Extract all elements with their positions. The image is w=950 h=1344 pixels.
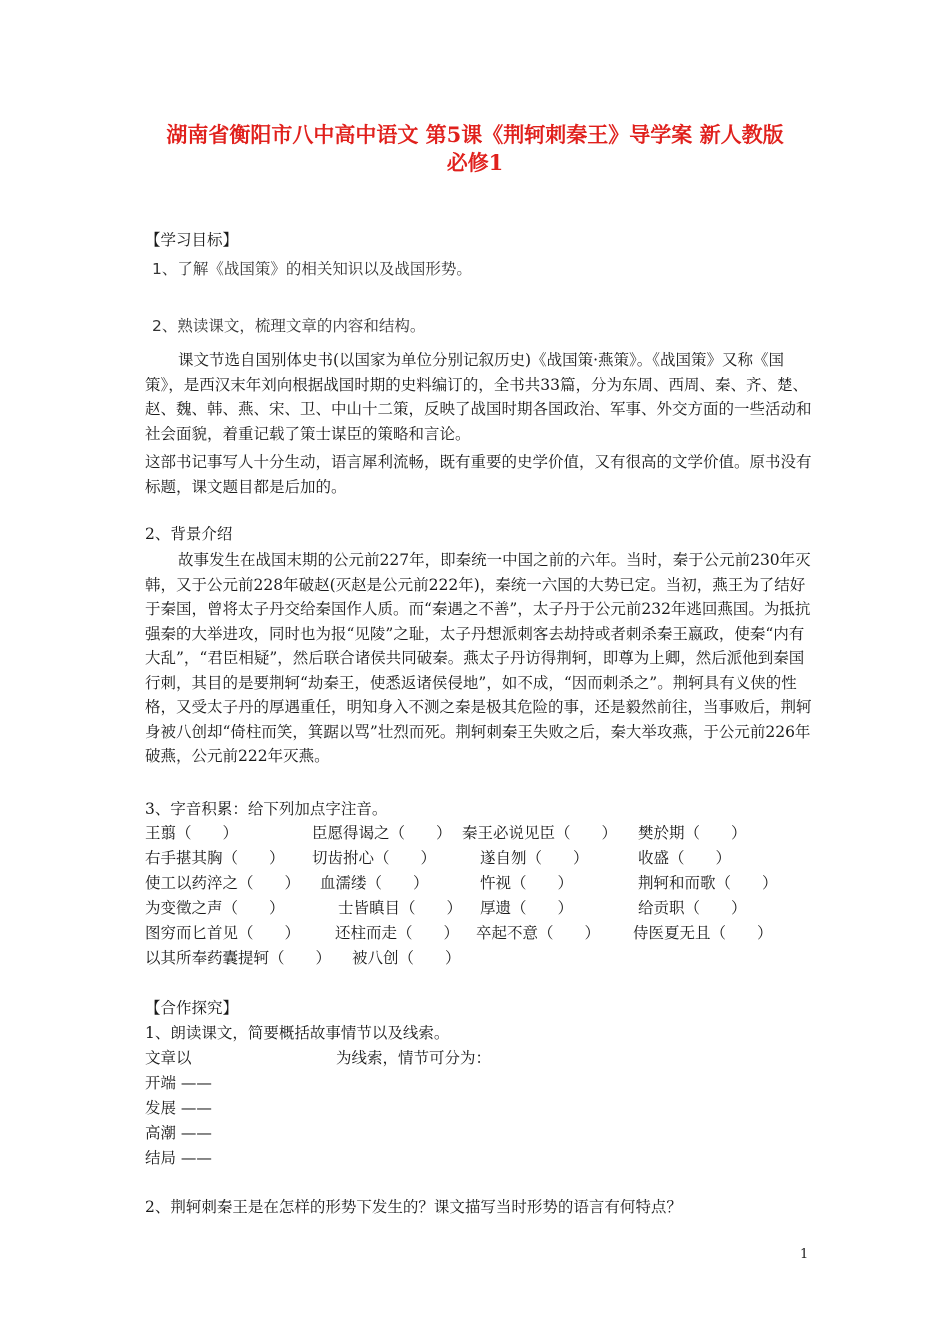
document-title-continued: 必修1 — [446, 150, 504, 175]
pronunciation-item: 切齿拊心（ ） — [312, 849, 437, 867]
background-paragraph: 故事发生在战国末期的公元前227年，即秦统一中国之前的六年。当时，秦于公元前230年灭韩，又于公元前228年破赵(灭赵是公元前222年)，秦统一六国的大势已定。当初，燕王为了结好于秦国，曾将太子丹交给秦国作人质。而“秦遇之不善”，太子丹于公元前232年逃回燕国。为抵抗强秦的大举进攻，同时也为报“见陵”之耻，太子丹想派刺客去劫持或者刺杀秦王嬴政，使秦“内有大乱”，“君臣相疑”，然后联合诸侯共同破秦。燕太子丹访得荆轲，即尊为上卿，然后派他到秦国行刺，其目的是要荆轲“劫秦王，使悉返诸侯侵地”，如不成，“因而刺杀之”。荆轲具有义侠的性格，又受太子丹的厚遇重任，明知身入不测之秦是极其危险的事，还是毅然前往，当事败后，荆轲身被八创却“倚柱而笑，箕踞以骂”壮烈而死。荆轲刺秦王失败之后，秦大举攻燕，于公元前226年破燕，公元前222年灭燕。 — [145, 551, 812, 765]
pronunciation-item: 收盛（ ） — [638, 849, 732, 867]
objectives-heading: 【学习目标】 — [145, 231, 239, 249]
pronunciation-item: 以其所奉药囊提轲（ ） — [145, 949, 332, 967]
pronunciation-item: 秦王必说见臣（ ） — [462, 824, 618, 842]
pronunciation-item: 王翦（ ） — [145, 824, 239, 842]
pronunciation-heading: 3、字音积累：给下列加点字注音。 — [145, 800, 388, 818]
pronunciation-item: 图穷而匕首见（ ） — [145, 924, 301, 942]
pronunciation-item: 血濡缕（ ） — [320, 874, 429, 892]
intro-paragraph: 课文节选自国别体史书(以国家为单位分别记叙历史)《战国策·燕策》。《战国策》又称《国策》，是西汉末年刘向根据战国时期的史料编订的，全书共33篇，分为东周、西周、秦、齐、楚、赵、魏、韩、燕、宋、卫、中山十二策，反映了战国时期各国政治、军事、外交方面的一些活动和社会面貌，着重记载了策士谋臣的策略和言论。 — [145, 351, 812, 443]
pronunciation-item: 忤视（ ） — [480, 874, 574, 892]
pronunciation-item: 侍医夏无且（ ） — [633, 924, 773, 942]
pronunciation-item: 右手揕其胸（ ） — [145, 849, 285, 867]
pronunciation-item: 使工以药淬之（ ） — [145, 874, 301, 892]
cooperation-heading: 【合作探究】 — [145, 999, 239, 1017]
pronunciation-item: 被八创（ ） — [352, 949, 461, 967]
document-title: 湖南省衡阳市八中高中语文 第5课《荆轲刺秦王》导学案 新人教版 — [166, 122, 784, 147]
objective-item-1: 1、了解《战国策》的相关知识以及战国形势。 — [152, 260, 472, 278]
question-2: 2、荆轲刺秦王是在怎样的形势下发生的？课文描写当时形势的语言有何特点？ — [145, 1198, 682, 1216]
pronunciation-item: 遂自刎（ ） — [480, 849, 589, 867]
plot-stage-development: 发展 —— — [145, 1099, 212, 1117]
pronunciation-item: 还柱而走（ ） — [335, 924, 460, 942]
question-1: 1、朗读课文，简要概括故事情节以及线索。 — [145, 1024, 450, 1042]
objective-item-2: 2、熟读课文，梳理文章的内容和结构。 — [152, 317, 426, 335]
plot-stage-climax: 高潮 —— — [145, 1124, 212, 1142]
pronunciation-item: 为变徵之声（ ） — [145, 899, 285, 917]
pronunciation-item: 给贡职（ ） — [638, 899, 747, 917]
pronunciation-item: 荆轲和而歌（ ） — [638, 874, 778, 892]
intro-paragraph-2: 这部书记事写人十分生动，语言犀利流畅，既有重要的史学价值，又有很高的文学价值。原书没有标题，课文题目都是后加的。 — [145, 453, 812, 496]
storyline-prefix: 文章以 — [145, 1049, 192, 1067]
storyline-suffix: 为线索，情节可分为： — [336, 1049, 492, 1067]
plot-stage-ending: 结局 —— — [145, 1149, 212, 1167]
pronunciation-item: 厚遗（ ） — [480, 899, 574, 917]
pronunciation-item: 卒起不意（ ） — [476, 924, 601, 942]
plot-stage-opening: 开端 —— — [145, 1074, 212, 1092]
pronunciation-item: 樊於期（ ） — [638, 824, 747, 842]
pronunciation-item: 臣愿得谒之（ ） — [312, 824, 452, 842]
background-heading: 2、背景介绍 — [145, 525, 233, 543]
page-number: 1 — [800, 1247, 809, 1262]
pronunciation-item: 士皆瞋目（ ） — [338, 899, 463, 917]
